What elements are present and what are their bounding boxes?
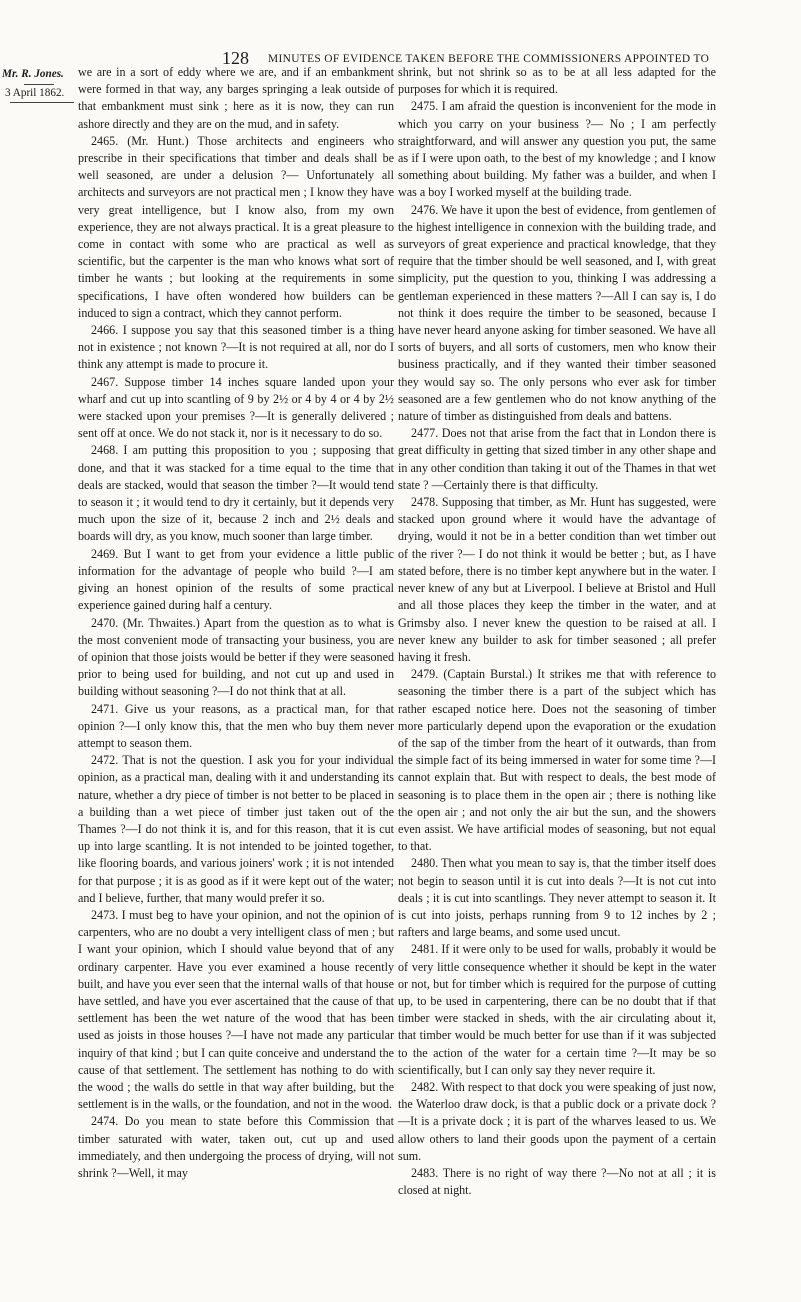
paragraph: 2473. I must beg to have your opinion, and not the opinion of carpenters, who are no doubt a very intelligent class of men ; but I want your opinion, which I should value beyond that of any ordinary carpenter. Have you ever examined a house recently built, and have you ever seen that the internal walls of that house have settled, and have you ever ascertained that the cause of that settlement has been the wet nature of the wood that has been used as joists in those houses ?—I have not made any particular inquiry of that kind ; but I can quite conceive and understand the cause of that settlement. The settlement has nothing to do with the wood ; the walls do settle in that way after building, but the settlement is in the walls, or the foundation, and not in the wood. [78,907,394,1112]
paragraph: 2472. That is not the question. I ask you for your individual opinion, as a practical man, dealing with it and understanding its nature, whether a dry piece of timber is not better to be placed in a building than a wet piece of timber just taken out of the Thames ?—I do not think it is, and for this reason, that it is cut up into large scantling. It is not intended to be jointed together, like flooring boards, and various joiners' work ; it is not intended for that purpose ; it is as good as if it were kept out of the water; and I believe, further, that many would prefer it so. [78,753,394,905]
paragraph: 2478. Supposing that timber, as Mr. Hunt has suggested, were stacked upon ground where it would have the advantage of drying, would it not be in a better condition than wet timber out of the river ?— I do not think it would be better ; but, as I have stated before, there is no timber kept anywhere but in the water. I never knew of any but at Liverpool. I believe at Bristol and Hull and all those places they keep the timber in the water, and at Grimsby also. I never knew the question to be raised at all. I never knew any builder to ask for timber seasoned ; all prefer having it fresh. [398,495,716,664]
paragraph: 2475. I am afraid the question is inconvenient for the mode in which you carry on your business ?— No ; I am perfectly straightforward, and will answer any question you put, the same as if I were upon oath, to the best of my knowledge ; and I know something about building. My father was a builder, and when I was a boy I worked myself at the building trade. [398,99,716,200]
paragraph: 2480. Then what you mean to say is, that the timber itself does not begin to season until it is cut into deals ?—It is not cut into deals ; it is cut into scantlings. They never attempt to season it. It is cut into joists, perhaps running from 9 to 12 inches by 2 ; rafters and large beams, and some used uncut. [398,856,716,940]
left-column [78,64,394,1182]
hearing-date: 3 April 1862. [5,87,65,99]
paragraph: 2483. There is no right of way there ?—No not at all ; it is closed at night. [398,1166,716,1198]
margin-note [2,66,74,103]
page-number: 128 [222,48,249,68]
paragraph: 2469. But I want to get from your evidence a little public information for the advantage of people who build ?—I am giving an honest opinion of the results of some practical experience gained during half a century. [78,546,394,613]
paragraph: 2466. I suppose you say that this seasoned timber is a thing not in existence ; not known ?—It is not required at all, nor do I think any attempt is made to procure it. [78,323,394,372]
witness-name: Mr. R. Jones. [2,68,64,80]
paragraph: 2479. (Captain Burstal.) It strikes me that with reference to seasoning the timber there is a part of the subject which has rather escaped notice here. Does not the seasoning of timber more particularly depend upon the evaporation or the exudation of the sap of the timber from the heart of it outwards, than from the simple fact of its being immersed in water for some time ?—I cannot explain that. But with respect to deals, the best mode of seasoning is to place them in the open air ; there is nothing like the open air ; and not only the air but the sun, and the showers even assist. We have artificial modes of seasoning, but not equal to that. [398,667,716,854]
paragraph: 2471. Give us your reasons, as a practical man, for that opinion ?—I only know this, that the men who buy them never attempt to season them. [78,701,394,750]
right-column [398,64,716,1199]
paragraph: 2468. I am putting this proposition to you ; supposing that done, and that it was stacked for a time equal to the time that deals are stacked, would that season the timber ?—It would tend to season it ; it would tend to dry it certainly, but it depends very much upon the size of it, because 2 inch and 2½ deals and boards will dry, as you know, much sooner than large timber. [78,443,394,544]
paragraph: 2474. Do you mean to state before this Commission that timber saturated with water, taken out, cut up and used immediately, and then undergoing the process of drying, will not shrink ?—Well, it may [78,1114,394,1180]
paragraph: 2476. We have it upon the best of evidence, from gentlemen of the highest intelligence in connexion with the building trade, and surveyors of great experience and practical knowledge, that they require that the timber should be well seasoned, and I, with great simplicity, put the question to you, thinking I was addressing a gentleman experienced in these matters ?—All I can say is, I do not think it does require the timber to be seasoned, because I have never heard anyone asking for timber seasoned. We have all sorts of buyers, and all sorts of customers, men who know their business practically, and if they wanted their timber seasoned they would say so. The only persons who ever ask for timber seasoned are a few gentlemen who do not know anything of the nature of timber as distinguished from deals and battens. [398,202,716,424]
paragraph: 2482. With respect to that dock you were speaking of just now, the Waterloo draw dock, is that a public dock or a private dock ?—It is a private dock ; it is part of the wharves leased to us. We allow others to land their goods upon the payment of a certain sum. [398,1079,716,1163]
paragraph: shrink, but not shrink so as to be at all less adapted for the purposes for which it is required. [398,65,716,97]
margin-rule [10,102,74,103]
paragraph: 2465. (Mr. Hunt.) Those architects and engineers who prescribe in their specifications that timber and deals shall be well seasoned, are under a delusion ?— Unfortunately all architects and surveyors are not practical men ; I know they have very great intelligence, but I know also, from my own experience, they are not always practical. It is a great pleasure to come in contact with some who are practical as well as scientific, but the carpenter is the man who knows what sort of timber he wants ; but looking at the requirements in some specifications, I have often wondered how builders can be induced to sign a contract, which they cannot perform. [78,133,394,320]
paragraph: 2467. Suppose timber 14 inches square landed upon your wharf and cut up into scantling of 9 by 2½ or 4 by 4 or 4 by 2½ were stacked upon your premises ?—It is generally delivered ; sent off at once. We do not stack it, nor is it necessary to do so. [78,374,394,441]
running-title: MINUTES OF EVIDENCE TAKEN BEFORE THE COMMISSIONERS APPOINTED TO [268,53,710,65]
paragraph: 2477. Does not that arise from the fact that in London there is great difficulty in getting that sized timber in any other shape and in any other condition than taking it out of the Thames in that wet state ? —Certainly there is that difficulty. [398,426,716,492]
paragraph: 2470. (Mr. Thwaites.) Apart from the question as to what is the most convenient mode of transacting your business, you are of opinion that those joists would be better if they were seasoned prior to being used for building, and not cut up and used in building without seasoning ?—I do not think that at all. [78,615,394,699]
paragraph: 2481. If it were only to be used for walls, probably it would be of very little consequence whether it should be kept in the water or not, but for timber which is required for the purpose of cutting up, to be used in carpentering, there can be no doubt that if that timber were stacked in sheds, with the air circulating about it, that timber would be much better for use than if it was subjected to the action of the water for a certain time ?—It may be so scientifically, but I can only say they never require it. [398,942,716,1077]
paragraph: we are in a sort of eddy where we are, and if an embankment were formed in that way, any barges springing a leak outside of that embankment must sink ; here as it is now, they can run ashore directly and they are on the mud, and in safety. [78,65,394,131]
